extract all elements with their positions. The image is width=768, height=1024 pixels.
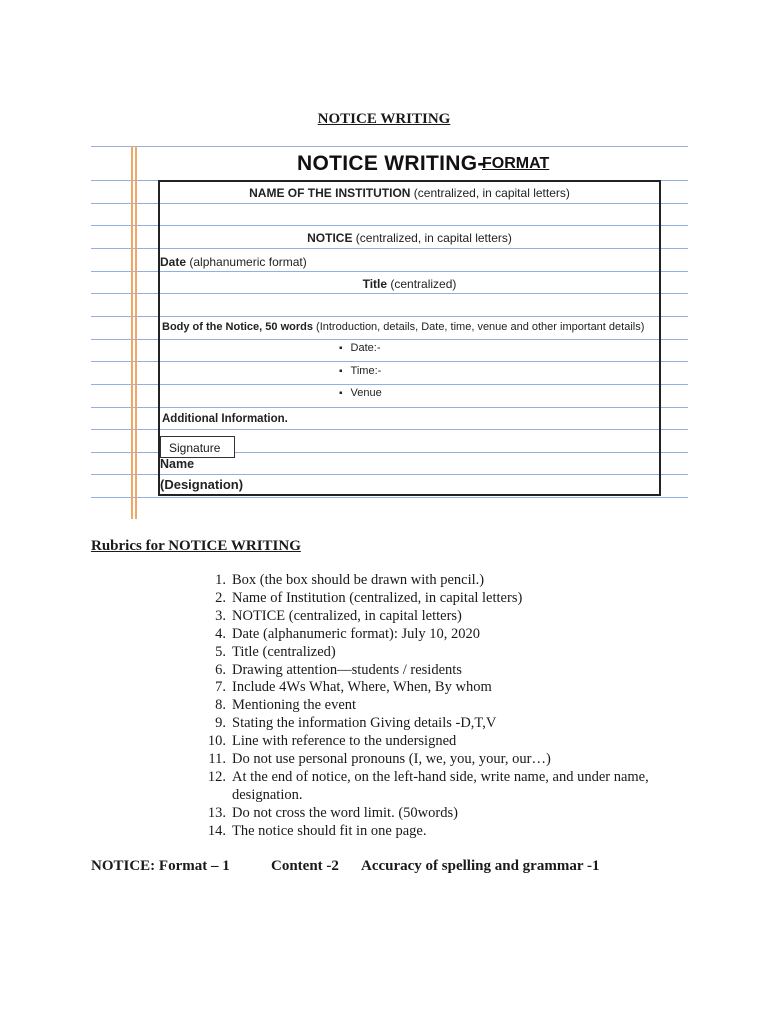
rubric-item xyxy=(198,626,678,644)
rubric-item xyxy=(198,715,678,733)
ruled-line xyxy=(91,497,688,498)
rubric-text: Name of Institution (centralized, in capital letters) xyxy=(232,589,523,606)
signature-box: Signature xyxy=(160,436,235,458)
rubric-item xyxy=(198,805,678,823)
rubric-text: Title (centralized) xyxy=(232,643,336,660)
format-heading-subtitle: FORMAT xyxy=(482,155,550,172)
rubric-item xyxy=(198,679,678,697)
date-label: Date xyxy=(160,255,187,269)
rubric-item xyxy=(198,572,678,590)
rubric-item xyxy=(198,751,678,769)
rubric-number: 10. xyxy=(207,733,226,750)
rubric-text: At the end of notice, on the left-hand side, write name, and under name, designation. xyxy=(232,768,649,803)
rubric-text: Stating the information Giving details -D,T,V xyxy=(232,715,497,732)
rubric-item xyxy=(198,733,678,751)
rubric-number: 8. xyxy=(215,697,226,714)
rubric-number: 7. xyxy=(215,679,226,696)
rubric-number: 12. xyxy=(207,768,226,785)
bullet-venue: ▪ Venue xyxy=(339,387,382,399)
institution-line xyxy=(158,186,661,200)
rubric-text: Drawing attention—students / residents xyxy=(232,661,462,678)
notice-line xyxy=(158,231,661,245)
title-label: Title xyxy=(362,277,388,291)
institution-label: NAME OF THE INSTITUTION xyxy=(249,186,411,200)
name-label: Name xyxy=(160,457,195,471)
rubric-text: Include 4Ws What, Where, When, By whom xyxy=(232,679,492,696)
notice-label: NOTICE xyxy=(307,231,353,245)
rubric-item xyxy=(198,590,678,608)
date-note: (alphanumeric format) xyxy=(189,255,307,269)
notice-format-image xyxy=(91,146,688,519)
rubric-item xyxy=(198,608,678,626)
rubric-text: The notice should fit in one page. xyxy=(232,822,427,839)
designation-label: (Designation) xyxy=(160,477,244,492)
marks-accuracy: Accuracy of spelling and grammar -1 xyxy=(361,858,600,874)
rubrics-heading: Rubrics for NOTICE WRITING xyxy=(91,538,301,554)
body-label: Body of the Notice, 50 words xyxy=(162,321,313,333)
body-line xyxy=(162,321,644,333)
rubric-number: 3. xyxy=(215,607,226,624)
rubric-number: 9. xyxy=(215,715,226,732)
page-title: NOTICE WRITING xyxy=(317,111,451,127)
rubric-number: 11. xyxy=(208,751,226,768)
rubric-text: Do not cross the word limit. (50words) xyxy=(232,804,458,821)
rubric-number: 4. xyxy=(215,625,226,642)
rubric-item xyxy=(198,662,678,680)
margin-line xyxy=(135,146,137,519)
marks-format: NOTICE: Format – 1 xyxy=(91,858,230,874)
rubrics-list xyxy=(198,572,678,841)
rubric-number: 1. xyxy=(215,572,226,588)
additional-info: Additional Information. xyxy=(162,413,288,425)
institution-note: (centralized, in capital letters) xyxy=(413,186,570,200)
title-line xyxy=(158,277,661,291)
bullet-date: ▪ Date:- xyxy=(339,342,381,354)
rubric-text: Line with reference to the undersigned xyxy=(232,733,457,750)
rubric-number: 13. xyxy=(207,804,226,821)
ruled-line xyxy=(91,146,688,147)
date-line xyxy=(160,255,307,269)
rubric-text: Mentioning the event xyxy=(232,697,357,714)
margin-line xyxy=(131,146,133,519)
notice-note: (centralized, in capital letters) xyxy=(355,231,512,245)
rubric-item xyxy=(198,644,678,662)
rubric-item xyxy=(198,697,678,715)
rubric-item xyxy=(198,823,678,841)
rubric-text: NOTICE (centralized, in capital letters) xyxy=(232,607,462,624)
rubric-number: 5. xyxy=(215,643,226,660)
rubric-number: 14. xyxy=(207,822,226,839)
body-note: (Introduction, details, Date, time, venue and other important details) xyxy=(316,321,645,333)
rubric-text: Date (alphanumeric format): July 10, 2020 xyxy=(232,625,481,642)
rubric-text: Do not use personal pronouns (I, we, you, your, our…) xyxy=(232,751,551,768)
bullet-time: ▪ Time:- xyxy=(339,365,381,377)
title-note: (centralized) xyxy=(390,277,457,291)
rubric-text: Box (the box should be drawn with pencil.) xyxy=(232,572,485,588)
format-heading: NOTICE WRITING- xyxy=(297,152,485,175)
rubric-number: 6. xyxy=(215,661,226,678)
rubric-number: 2. xyxy=(215,589,226,606)
marks-content: Content -2 xyxy=(271,858,339,874)
rubric-item xyxy=(198,769,678,805)
